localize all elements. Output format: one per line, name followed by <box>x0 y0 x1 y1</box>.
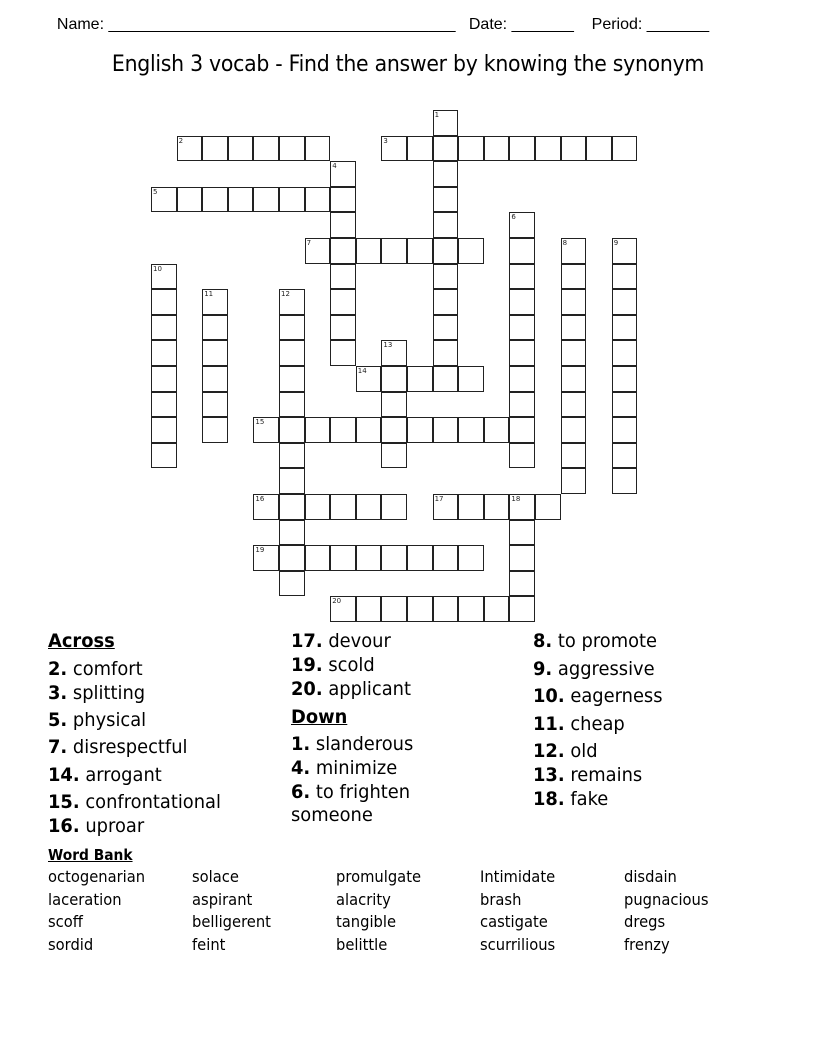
crossword-cell[interactable] <box>228 187 254 213</box>
crossword-cell[interactable] <box>202 340 228 366</box>
crossword-cell[interactable] <box>433 238 459 264</box>
clue-across-19 <box>291 654 375 676</box>
crossword-cell[interactable] <box>202 417 228 443</box>
crossword-cell[interactable] <box>433 136 459 162</box>
crossword-cell[interactable] <box>279 571 305 597</box>
clue-down-4 <box>291 757 397 779</box>
crossword-cell[interactable] <box>509 520 535 546</box>
crossword-cell[interactable] <box>407 366 433 392</box>
cell-number: 10 <box>153 264 162 273</box>
clue-number: 12. <box>533 740 565 762</box>
crossword-cell[interactable] <box>279 417 305 443</box>
clue-text: splitting <box>72 682 146 704</box>
clue-text: physical <box>72 709 147 731</box>
crossword-cell[interactable] <box>612 340 638 366</box>
crossword-cell[interactable] <box>381 545 407 571</box>
crossword-cell[interactable] <box>433 417 459 443</box>
clue-down-10 <box>533 685 663 707</box>
crossword-cell[interactable] <box>151 443 177 469</box>
word-bank-item: pugnacious <box>624 890 709 909</box>
word-bank-item: brash <box>480 890 522 909</box>
crossword-cell[interactable] <box>561 468 587 494</box>
clue-text: slanderous <box>315 733 414 755</box>
crossword-cell[interactable] <box>253 417 279 443</box>
crossword-cell[interactable] <box>381 392 407 418</box>
crossword-cell[interactable] <box>561 238 587 264</box>
crossword-cell[interactable] <box>458 417 484 443</box>
cell-number: 3 <box>383 136 388 145</box>
crossword-cell[interactable] <box>484 417 510 443</box>
word-bank-item: belittle <box>336 935 388 954</box>
word-bank-item: tangible <box>336 912 397 931</box>
crossword-cell[interactable] <box>509 392 535 418</box>
clue-text: applicant <box>328 678 411 700</box>
crossword-cell[interactable] <box>484 136 510 162</box>
crossword-cell[interactable] <box>433 494 459 520</box>
crossword-cell[interactable] <box>458 238 484 264</box>
clue-number: 11. <box>533 713 565 735</box>
clue-down-11 <box>533 713 625 735</box>
crossword-cell[interactable] <box>561 417 587 443</box>
crossword-cell[interactable] <box>612 136 638 162</box>
clue-number: 3. <box>48 682 68 704</box>
crossword-cell[interactable] <box>407 136 433 162</box>
name-label: Name: <box>56 16 105 33</box>
clue-across-5 <box>48 709 146 731</box>
clue-number: 1. <box>291 733 311 755</box>
cell-number: 18 <box>511 495 521 503</box>
crossword-cell[interactable] <box>202 366 228 392</box>
clue-text: to frighten <box>315 781 411 803</box>
crossword-cell[interactable] <box>381 417 407 443</box>
crossword-cell[interactable] <box>509 340 535 366</box>
clue-across-20 <box>291 678 411 700</box>
clue-down-6-continuation: someone <box>291 804 373 826</box>
date-label: Date: <box>468 16 508 33</box>
crossword-cell[interactable] <box>509 443 535 469</box>
crossword-cell[interactable] <box>509 596 535 622</box>
crossword-cell[interactable] <box>356 596 382 622</box>
clue-down-12 <box>533 740 598 762</box>
page-title: English 3 vocab - Find the answer by knowing the synonym <box>111 52 705 77</box>
crossword-cell[interactable] <box>330 264 356 290</box>
crossword-cell[interactable] <box>509 238 535 264</box>
word-bank-item: solace <box>192 867 239 886</box>
crossword-cell[interactable] <box>202 136 228 162</box>
crossword-cell[interactable] <box>381 366 407 392</box>
clue-text: confrontational <box>85 791 221 813</box>
word-bank-item: feint <box>192 935 226 954</box>
crossword-cell[interactable] <box>433 187 459 213</box>
crossword-cell[interactable] <box>509 366 535 392</box>
crossword-cell[interactable] <box>330 212 356 238</box>
clue-down-18 <box>533 788 608 810</box>
clue-number: 7. <box>48 736 68 758</box>
crossword-cell[interactable] <box>177 187 203 213</box>
crossword-cell[interactable] <box>330 161 356 187</box>
crossword-cell[interactable] <box>561 392 587 418</box>
clue-number: 2. <box>48 658 68 680</box>
crossword-cell[interactable] <box>279 366 305 392</box>
cell-number: 9 <box>613 239 619 247</box>
crossword-cell[interactable] <box>330 596 356 622</box>
word-bank-item: alacrity <box>336 890 391 909</box>
name-blank[interactable]: _______________________________________ <box>108 16 456 33</box>
word-bank-item: disdain <box>624 867 677 886</box>
crossword-cell[interactable] <box>330 238 356 264</box>
cell-number: 2 <box>178 136 184 145</box>
clue-across-2 <box>48 658 143 680</box>
crossword-cell[interactable] <box>356 545 382 571</box>
date-blank[interactable]: _______ <box>511 16 574 33</box>
cell-number: 14 <box>357 367 367 375</box>
crossword-cell[interactable] <box>330 187 356 213</box>
crossword-cell[interactable] <box>561 136 587 162</box>
word-bank-item: sordid <box>48 935 94 954</box>
crossword-cell[interactable] <box>151 417 177 443</box>
crossword-cell[interactable] <box>305 238 331 264</box>
crossword-cell[interactable] <box>433 545 459 571</box>
crossword-cell[interactable] <box>535 494 561 520</box>
cell-number: 19 <box>255 546 265 555</box>
word-bank-item: laceration <box>48 890 122 909</box>
crossword-cell[interactable] <box>151 289 177 315</box>
crossword-cell[interactable] <box>407 238 433 264</box>
crossword-cell[interactable] <box>381 340 407 366</box>
crossword-cell[interactable] <box>509 494 535 520</box>
clue-number: 9. <box>533 658 553 680</box>
crossword-cell[interactable] <box>202 392 228 418</box>
crossword-cell[interactable] <box>253 187 279 213</box>
crossword-cell[interactable] <box>535 136 561 162</box>
clue-text: comfort <box>72 658 143 680</box>
crossword-cell[interactable] <box>458 366 484 392</box>
clue-text: minimize <box>315 757 398 779</box>
clue-number: 16. <box>48 815 80 837</box>
crossword-cell[interactable] <box>458 596 484 622</box>
clue-across-7 <box>48 736 187 758</box>
crossword-cell[interactable] <box>561 289 587 315</box>
crossword-cell[interactable] <box>612 264 638 290</box>
clue-number: 10. <box>533 685 565 707</box>
crossword-cell[interactable] <box>279 443 305 469</box>
clue-text: scold <box>328 654 375 676</box>
crossword-cell[interactable] <box>458 545 484 571</box>
crossword-cell[interactable] <box>330 289 356 315</box>
word-bank-item: frenzy <box>624 935 670 954</box>
crossword-cell[interactable] <box>612 443 638 469</box>
crossword-cell[interactable] <box>330 494 356 520</box>
word-bank-item: promulgate <box>336 867 422 886</box>
word-bank-item: scurrilious <box>480 935 556 954</box>
cell-number: 11 <box>204 290 214 299</box>
crossword-cell[interactable] <box>330 417 356 443</box>
crossword-cell[interactable] <box>561 366 587 392</box>
clue-number: 14. <box>48 764 80 786</box>
cell-number: 20 <box>332 597 342 606</box>
crossword-cell[interactable] <box>151 340 177 366</box>
crossword-cell[interactable] <box>612 238 638 264</box>
crossword-cell[interactable] <box>509 417 535 443</box>
word-bank-item: octogenarian <box>48 867 146 886</box>
clue-number: 6. <box>291 781 311 803</box>
crossword-cell[interactable] <box>407 596 433 622</box>
clue-number: 13. <box>533 764 565 786</box>
crossword-cell[interactable] <box>279 289 305 315</box>
cell-number: 7 <box>306 239 312 247</box>
clue-text: fake <box>570 788 609 810</box>
crossword-cell[interactable] <box>305 545 331 571</box>
crossword-cell[interactable] <box>279 315 305 341</box>
crossword-cell[interactable] <box>612 315 638 341</box>
clue-down-9 <box>533 658 655 680</box>
crossword-cell[interactable] <box>433 340 459 366</box>
clue-number: 20. <box>291 678 323 700</box>
cell-number: 13 <box>383 341 393 350</box>
crossword-cell[interactable] <box>433 212 459 238</box>
across-heading: Across <box>48 630 115 652</box>
crossword-cell[interactable] <box>458 136 484 162</box>
word-bank-item: scoff <box>48 912 83 931</box>
crossword-cell[interactable] <box>151 392 177 418</box>
cell-number: 17 <box>434 495 444 503</box>
crossword-cell[interactable] <box>305 187 331 213</box>
crossword-cell[interactable] <box>177 136 203 162</box>
crossword-cell[interactable] <box>202 187 228 213</box>
crossword-cell[interactable] <box>561 340 587 366</box>
crossword-cell[interactable] <box>509 264 535 290</box>
crossword-cell[interactable] <box>279 520 305 546</box>
crossword-cell[interactable] <box>330 545 356 571</box>
crossword-cell[interactable] <box>433 315 459 341</box>
crossword-cell[interactable] <box>433 161 459 187</box>
clue-across-14 <box>48 764 162 786</box>
crossword-cell[interactable] <box>279 392 305 418</box>
clue-across-16 <box>48 815 144 837</box>
crossword-cell[interactable] <box>381 596 407 622</box>
cell-number: 4 <box>332 162 337 171</box>
crossword-cell[interactable] <box>279 494 305 520</box>
period-label: Period: <box>591 16 643 33</box>
crossword-cell[interactable] <box>279 545 305 571</box>
word-bank-title: Word Bank <box>48 846 133 864</box>
clue-down-13 <box>533 764 642 786</box>
crossword-cell[interactable] <box>407 417 433 443</box>
word-bank-item: aspirant <box>192 890 253 909</box>
crossword-cell[interactable] <box>433 264 459 290</box>
clue-number: 19. <box>291 654 323 676</box>
crossword-cell[interactable] <box>612 289 638 315</box>
crossword-cell[interactable] <box>381 494 407 520</box>
crossword-cell[interactable] <box>509 289 535 315</box>
clue-text: arrogant <box>85 764 162 786</box>
word-bank-item: belligerent <box>192 912 271 931</box>
crossword-cell[interactable] <box>561 315 587 341</box>
clue-down-8 <box>533 630 657 652</box>
crossword-cell[interactable] <box>381 238 407 264</box>
crossword-cell[interactable] <box>433 110 459 136</box>
crossword-cell[interactable] <box>279 468 305 494</box>
crossword-cell[interactable] <box>612 468 638 494</box>
crossword-cell[interactable] <box>509 571 535 597</box>
crossword-cell[interactable] <box>381 443 407 469</box>
clue-across-15 <box>48 791 221 813</box>
crossword-cell[interactable] <box>202 315 228 341</box>
clue-number: 15. <box>48 791 80 813</box>
cell-number: 16 <box>255 495 265 503</box>
clue-down-1 <box>291 733 413 755</box>
clue-text: eagerness <box>570 685 663 707</box>
crossword-cell[interactable] <box>305 417 331 443</box>
cell-number: 15 <box>255 418 265 427</box>
crossword-cell[interactable] <box>433 289 459 315</box>
clue-text: aggressive <box>557 658 655 680</box>
crossword-cell[interactable] <box>279 136 305 162</box>
word-bank-item: dregs <box>624 912 666 931</box>
clue-text: uproar <box>85 815 145 837</box>
clue-text: old <box>570 740 598 762</box>
cell-number: 12 <box>281 290 290 299</box>
crossword-cell[interactable] <box>612 392 638 418</box>
crossword-cell[interactable] <box>356 366 382 392</box>
crossword-cell[interactable] <box>433 596 459 622</box>
crossword-cell[interactable] <box>202 289 228 315</box>
crossword-cell[interactable] <box>356 494 382 520</box>
clue-number: 17. <box>291 630 323 652</box>
cell-number: 1 <box>434 111 440 119</box>
crossword-cell[interactable] <box>509 315 535 341</box>
crossword-cell[interactable] <box>407 545 433 571</box>
cell-number: 8 <box>562 239 568 247</box>
clue-text: cheap <box>570 713 625 735</box>
word-bank-item: castigate <box>480 912 548 931</box>
clue-number: 4. <box>291 757 311 779</box>
crossword-cell[interactable] <box>612 366 638 392</box>
crossword-cell[interactable] <box>228 136 254 162</box>
word-bank-item: Intimidate <box>480 867 556 886</box>
clue-across-17 <box>291 630 391 652</box>
crossword-cell[interactable] <box>458 494 484 520</box>
clue-across-3 <box>48 682 145 704</box>
crossword-cell[interactable] <box>279 340 305 366</box>
down-heading: Down <box>291 706 348 728</box>
cell-number: 5 <box>153 187 158 196</box>
clue-text: disrespectful <box>72 736 188 758</box>
clue-text: to promote <box>557 630 658 652</box>
crossword-cell[interactable] <box>253 545 279 571</box>
clue-text: devour <box>328 630 391 652</box>
crossword-cell[interactable] <box>484 596 510 622</box>
clue-down-6 <box>291 781 410 803</box>
cell-number: 6 <box>511 213 516 222</box>
crossword-cell[interactable] <box>484 494 510 520</box>
crossword-cell[interactable] <box>561 443 587 469</box>
clue-number: 5. <box>48 709 68 731</box>
crossword-cell[interactable] <box>381 136 407 162</box>
period-blank[interactable]: _______ <box>646 16 710 33</box>
crossword-cell[interactable] <box>305 136 331 162</box>
crossword-cell[interactable] <box>305 494 331 520</box>
crossword-cell[interactable] <box>356 417 382 443</box>
crossword-cell[interactable] <box>330 315 356 341</box>
crossword-cell[interactable] <box>356 238 382 264</box>
crossword-cell[interactable] <box>561 264 587 290</box>
crossword-cell[interactable] <box>612 417 638 443</box>
crossword-cell[interactable] <box>151 315 177 341</box>
crossword-cell[interactable] <box>253 136 279 162</box>
crossword-cell[interactable] <box>433 366 459 392</box>
crossword-cell[interactable] <box>151 366 177 392</box>
crossword-cell[interactable] <box>151 187 177 213</box>
crossword-cell[interactable] <box>509 136 535 162</box>
clue-number: 8. <box>533 630 553 652</box>
crossword-cell[interactable] <box>586 136 612 162</box>
crossword-cell[interactable] <box>330 340 356 366</box>
crossword-cell[interactable] <box>509 212 535 238</box>
crossword-cell[interactable] <box>151 264 177 290</box>
clue-number: 18. <box>533 788 565 810</box>
clue-text: remains <box>570 764 643 786</box>
crossword-cell[interactable] <box>509 545 535 571</box>
crossword-cell[interactable] <box>253 494 279 520</box>
crossword-cell[interactable] <box>279 187 305 213</box>
